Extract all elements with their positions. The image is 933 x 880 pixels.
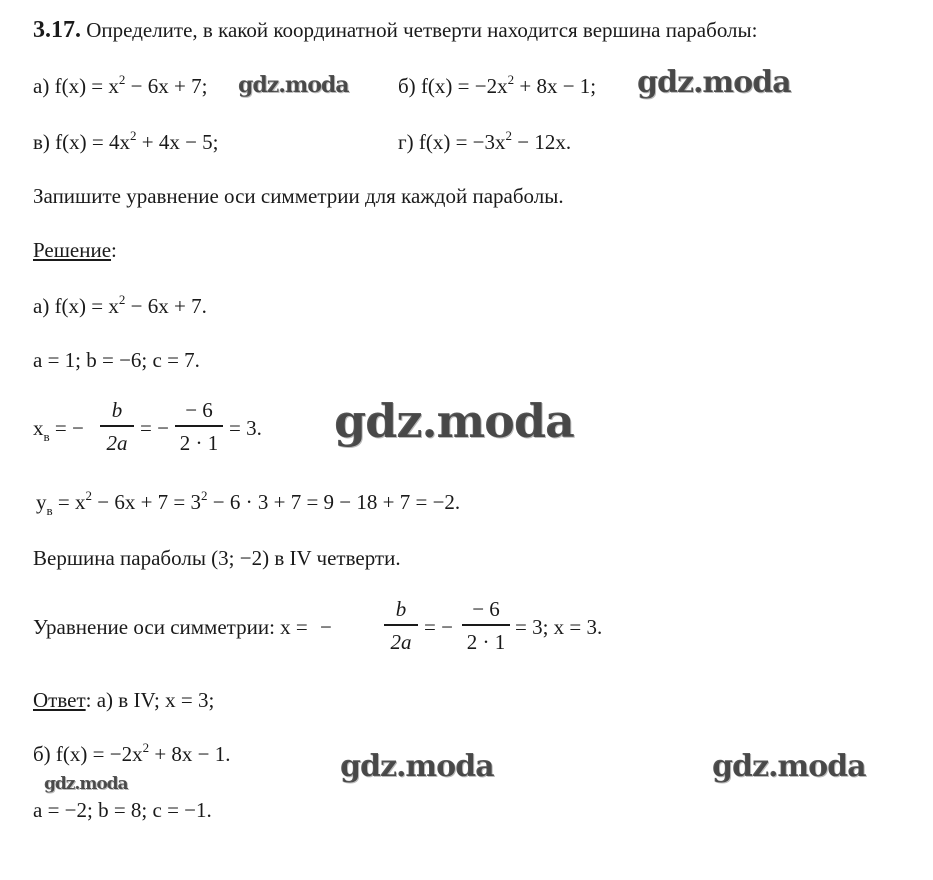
- axis-lhs: Уравнение оси симметрии: x =: [33, 615, 308, 639]
- solution-a-title: а) $f(x) = x^2 - 6x + 7$.: [33, 292, 207, 318]
- problem-number: 3.17.: [33, 17, 81, 43]
- axis-fraction-1: b 2a: [384, 599, 418, 651]
- problem-header: [33, 18, 757, 42]
- solution-heading: Решение:: [33, 238, 117, 262]
- item-v: в) $f(x) = 4x^2 + 4x - 5$;: [33, 128, 219, 154]
- vertex-text: Вершина параболы (3; −2) в IV четверти.: [33, 546, 401, 570]
- watermark: gdz.moda: [637, 65, 791, 100]
- yv-line: $y_в = x^2 - 6x + 7 = 3^2 - 6 \cdot 3 + 7 = 9 - 18 + 7 = -2$.: [36, 488, 461, 518]
- axis-result: = 3; x = 3.: [515, 615, 603, 639]
- xv-fraction-2: − 6 2 · 1: [175, 400, 223, 452]
- solution-b-title: б) $f(x) = -2x^2 + 8x - 1$.: [33, 740, 231, 766]
- watermark: gdz.moda: [334, 394, 574, 448]
- item-g: г) $f(x) = -3x^2 - 12x$.: [398, 128, 572, 154]
- watermark: gdz.moda: [340, 749, 494, 784]
- xv-eq-2: = −: [140, 416, 169, 440]
- answer-a: Ответ: а) в IV; x = 3;: [33, 688, 215, 712]
- task-text: Запишите уравнение оси симметрии для каждой параболы.: [33, 184, 564, 208]
- solution-a-coeffs: a = 1; b = −6; c = 7.: [33, 348, 200, 372]
- axis-fraction-2: − 6 2 · 1: [462, 599, 510, 651]
- problem-statement: Определите, в какой координатной четверти находится вершина параболы:: [86, 18, 758, 42]
- item-b: б) $f(x) = -2x^2 + 8x - 1$;: [398, 72, 597, 98]
- axis-eq-2: = −: [424, 615, 453, 639]
- axis-minus-1: −: [320, 615, 332, 639]
- xv-result: = 3.: [229, 416, 262, 440]
- xv-fraction-1: b 2a: [100, 400, 134, 452]
- solution-b-coeffs: a = −2; b = 8; c = −1.: [33, 798, 212, 822]
- watermark: gdz.moda: [238, 72, 349, 98]
- watermark: gdz.moda: [44, 774, 128, 794]
- watermark: gdz.moda: [712, 749, 866, 784]
- item-a: а) $f(x) = x^2 - 6x + 7$;: [33, 72, 208, 98]
- xv-lhs: $x_в$ = −: [33, 416, 84, 444]
